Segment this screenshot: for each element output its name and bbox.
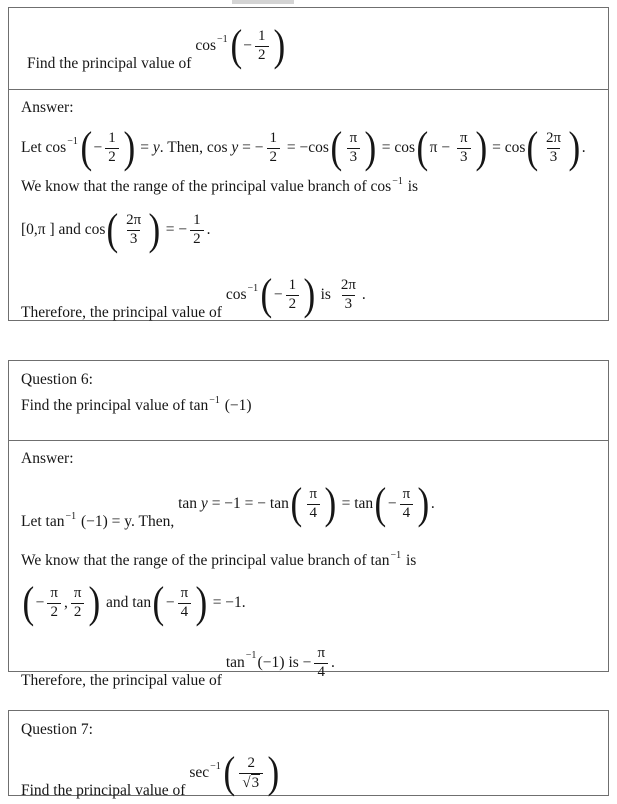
- q5-question-row: [9, 8, 608, 89]
- paren-group: ( − $\frac{1}{2}$ ): [260, 270, 316, 319]
- q6-box: [8, 360, 609, 689]
- q7-question-row: [9, 711, 608, 804]
- q5-conclusion-line: Therefore, the principal value of cos −1 ( − $\frac{1}{2}$ ) is $\frac{2\pi}{3}$ .: [21, 270, 366, 321]
- q5-box: [8, 7, 609, 321]
- q7-question-line: Find the principal value of sec −1 ( $\frac{2}{√3}$ ): [21, 748, 280, 799]
- q5-work-line: Let cos −1 ( − $\frac{1}{2}$ ) = y . Then, cos y = − $\frac{1}{2}$ = −cos ( $\frac{\pi}{3}$ ) = cos ( π − $\frac{\pi}{3}$ ) = cos ( $\frac{2\pi}{3}$ ) .: [21, 123, 586, 172]
- fraction: $\frac{\pi}{2}$: [71, 585, 85, 621]
- q6-range-intro-line: We know that the range of the principal value branch of $\tan^{-1}$ is: [21, 550, 417, 569]
- fraction: $\frac{1}{2}$: [267, 130, 281, 166]
- superscript: −1: [245, 650, 257, 662]
- fraction: $\frac{1}{2}$: [255, 28, 269, 64]
- superscript: −1: [210, 760, 221, 772]
- paren-group: ( π − $\frac{\pi}{3}$ ): [416, 123, 487, 172]
- q6-answer-label: Answer:: [21, 450, 74, 467]
- paren-group: ( − $\frac{\pi}{2}$ , $\frac{\pi}{2}$ ): [22, 578, 101, 627]
- paren-group: ( $\frac{2}{√3}$ ): [223, 748, 280, 797]
- q6-question-row: [9, 361, 608, 440]
- superscript: −1: [67, 135, 78, 147]
- raised-math-run: tan −1 ( −1 ) is − $\frac{\pi}{4}$ .: [225, 645, 335, 680]
- paren-group: ( − $\frac{\pi}{4}$ ): [374, 479, 430, 528]
- q6-header: Question 6:: [21, 371, 93, 388]
- fraction: $\frac{\pi}{4}$: [178, 585, 192, 621]
- q6-answer-row: [9, 440, 608, 689]
- q6-work-line: Let $\tan^{-1} (-1) = y$. Then, tan y = −1 = − tan ( $\frac{\pi}{4}$ ) = tan ( − $\frac{\pi}{4}$ ) .: [21, 479, 435, 530]
- raised-math-run: cos −1 ( − $\frac{1}{2}$ ) is $\frac{2\pi}{3}$ .: [225, 270, 366, 319]
- fraction: $\frac{\pi}{3}$: [457, 130, 471, 166]
- q6-range-value-line: ( − $\frac{\pi}{2}$ , $\frac{\pi}{2}$ ) and tan ( − $\frac{\pi}{4}$ ) = −1.: [22, 578, 246, 627]
- paren-group: ( $\frac{\pi}{3}$ ): [330, 123, 377, 172]
- fraction: $\frac{1}{2}$: [190, 212, 204, 248]
- fraction: $\frac{2}{√3}$: [239, 755, 263, 792]
- fraction: $\frac{1}{2}$: [105, 130, 119, 166]
- q7-box: [8, 710, 609, 799]
- paren-group: ( $\frac{2\pi}{3}$ ): [526, 123, 581, 172]
- raised-math-run: sec −1 ( $\frac{2}{√3}$ ): [189, 748, 280, 797]
- q5-answer-label: Answer:: [21, 99, 74, 116]
- fraction: $\frac{2\pi}{3}$: [126, 212, 142, 247]
- scan-artifact: [232, 0, 294, 4]
- q5-answer-row: [9, 89, 608, 320]
- q5-range-value-line: [0,π ] and cos ( $\frac{2\pi}{3}$ ) = − $\frac{1}{2}$ .: [21, 205, 211, 254]
- paren-group: ( − $\frac{1}{2}$ ): [80, 123, 135, 172]
- paren-group: ( − $\frac{\pi}{4}$ ): [152, 578, 208, 627]
- superscript: −1: [216, 33, 228, 45]
- superscript: −1: [390, 550, 402, 561]
- q5-question-line: Find the principal value of cos −1 ( − $\frac{1}{2}$ ): [27, 21, 285, 72]
- q5-range-intro-line: We know that the range of the principal value branch of $\cos^{-1}$ is: [21, 176, 419, 195]
- fraction: $\frac{\pi}{2}$: [47, 585, 61, 621]
- raised-math-run: tan y = −1 = − tan ( $\frac{\pi}{4}$ ) = tan ( − $\frac{\pi}{4}$ ) .: [178, 479, 435, 528]
- fraction: $\frac{2\pi}{3}$: [546, 130, 562, 165]
- fraction: $\frac{2\pi}{3}$: [340, 277, 356, 312]
- superscript: −1: [209, 395, 220, 406]
- fraction: $\frac{\pi}{4}$: [400, 486, 414, 522]
- paren-group: ( −1 ): [257, 653, 285, 671]
- q6-conclusion-line: Therefore, the principal value of tan −1 ( −1 ) is − $\frac{\pi}{4}$ .: [21, 645, 335, 689]
- fraction: $\frac{\pi}{4}$: [314, 645, 328, 681]
- superscript: −1: [247, 282, 259, 294]
- raised-math-run: cos −1 ( − $\frac{1}{2}$ ): [195, 21, 285, 70]
- paren-group: ( $\frac{2\pi}{3}$ ): [106, 205, 161, 254]
- superscript: −1: [392, 176, 403, 187]
- fraction: $\frac{\pi}{4}$: [307, 486, 321, 522]
- q6-question-line: Find the principal value of $\tan^{-1} (-1)$: [21, 395, 252, 414]
- superscript: −1: [65, 511, 77, 522]
- paren-group: ( − $\frac{1}{2}$ ): [230, 21, 285, 70]
- paren-group: ( $\frac{\pi}{4}$ ): [290, 479, 337, 528]
- fraction: $\frac{1}{2}$: [286, 277, 300, 313]
- fraction: $\frac{\pi}{3}$: [347, 130, 361, 166]
- q7-header: Question 7:: [21, 721, 93, 738]
